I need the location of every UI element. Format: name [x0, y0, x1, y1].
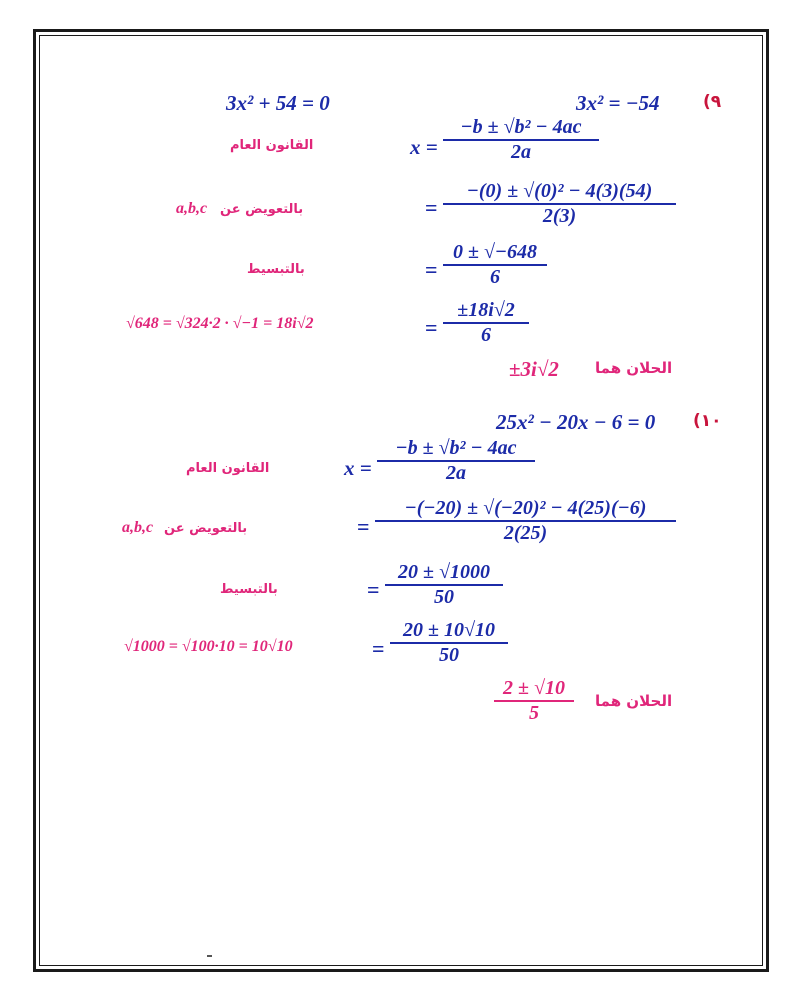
formula-denominator: 2a — [446, 462, 466, 484]
quadratic-formula-fraction — [443, 116, 599, 164]
simplified-numerator: 20 ± √1000 — [398, 561, 490, 583]
problem-9-equation: 3x² = −54 — [576, 91, 660, 115]
result-fraction — [443, 299, 529, 347]
substitution-fraction — [375, 497, 676, 545]
result-numerator: ±18i√2 — [457, 299, 515, 321]
equals-sign: = — [372, 636, 385, 661]
simplified-fraction — [385, 561, 503, 609]
general-rule-label: القانون العام — [230, 138, 314, 153]
problem-9-restated: 3x² + 54 = 0 — [226, 91, 330, 115]
radical-note: √1000 = √100·10 = 10√10 — [124, 638, 293, 655]
problem-10-label: (١٠ — [693, 411, 722, 431]
problem-9-label: (٩ — [703, 92, 722, 112]
solutions-label: الحلان هما — [595, 359, 673, 377]
equals-sign: = — [425, 195, 438, 220]
solutions-label: الحلان هما — [595, 692, 673, 710]
result-denominator: 50 — [439, 644, 459, 666]
radical-note: √648 = √324·2 · √−1 = 18i√2 — [126, 315, 314, 332]
substitution-denominator: 2(25) — [503, 522, 548, 544]
formula-denominator: 2a — [511, 141, 531, 163]
substitute-label: بالتعويض عن — [164, 521, 248, 536]
substitution-denominator: 2(3) — [542, 205, 577, 227]
simplified-numerator: 0 ± √−648 — [452, 241, 538, 263]
solutions-fraction — [494, 677, 574, 725]
formula-lhs: x = — [344, 456, 372, 480]
equals-sign: = — [367, 577, 380, 602]
formula-numerator: −b ± √b² − 4ac — [460, 116, 582, 138]
formula-numerator: −b ± √b² − 4ac — [395, 437, 517, 459]
substitute-vars: a,b,c — [176, 200, 208, 217]
simplified-denominator: 50 — [434, 586, 454, 608]
footer-mark — [207, 955, 212, 957]
simplify-label: بالتبسيط — [220, 582, 278, 597]
solutions-denominator: 5 — [529, 702, 539, 724]
quadratic-formula-fraction — [377, 437, 535, 485]
substitution-numerator: −(−20) ± √(−20)² − 4(25)(−6) — [404, 497, 647, 519]
substitution-numerator: −(0) ± √(0)² − 4(3)(54) — [466, 180, 653, 202]
simplified-fraction — [443, 241, 547, 289]
substitute-label: بالتعويض عن — [220, 202, 304, 217]
simplify-label: بالتبسيط — [247, 262, 305, 277]
solutions-numerator: 2 ± √10 — [503, 677, 565, 699]
problem-10-equation: 25x² − 20x − 6 = 0 — [496, 410, 656, 434]
substitution-fraction — [443, 180, 676, 228]
simplified-denominator: 6 — [490, 266, 500, 288]
formula-lhs: x = — [410, 135, 438, 159]
equals-sign: = — [357, 514, 370, 539]
result-numerator: 20 ± 10√10 — [403, 619, 495, 641]
equals-sign: = — [425, 257, 438, 282]
solutions-value: ±3i√2 — [509, 357, 559, 381]
result-denominator: 6 — [481, 324, 491, 346]
general-rule-label: القانون العام — [186, 461, 270, 476]
equals-sign: = — [425, 315, 438, 340]
result-fraction — [390, 619, 508, 667]
substitute-vars: a,b,c — [122, 519, 154, 536]
